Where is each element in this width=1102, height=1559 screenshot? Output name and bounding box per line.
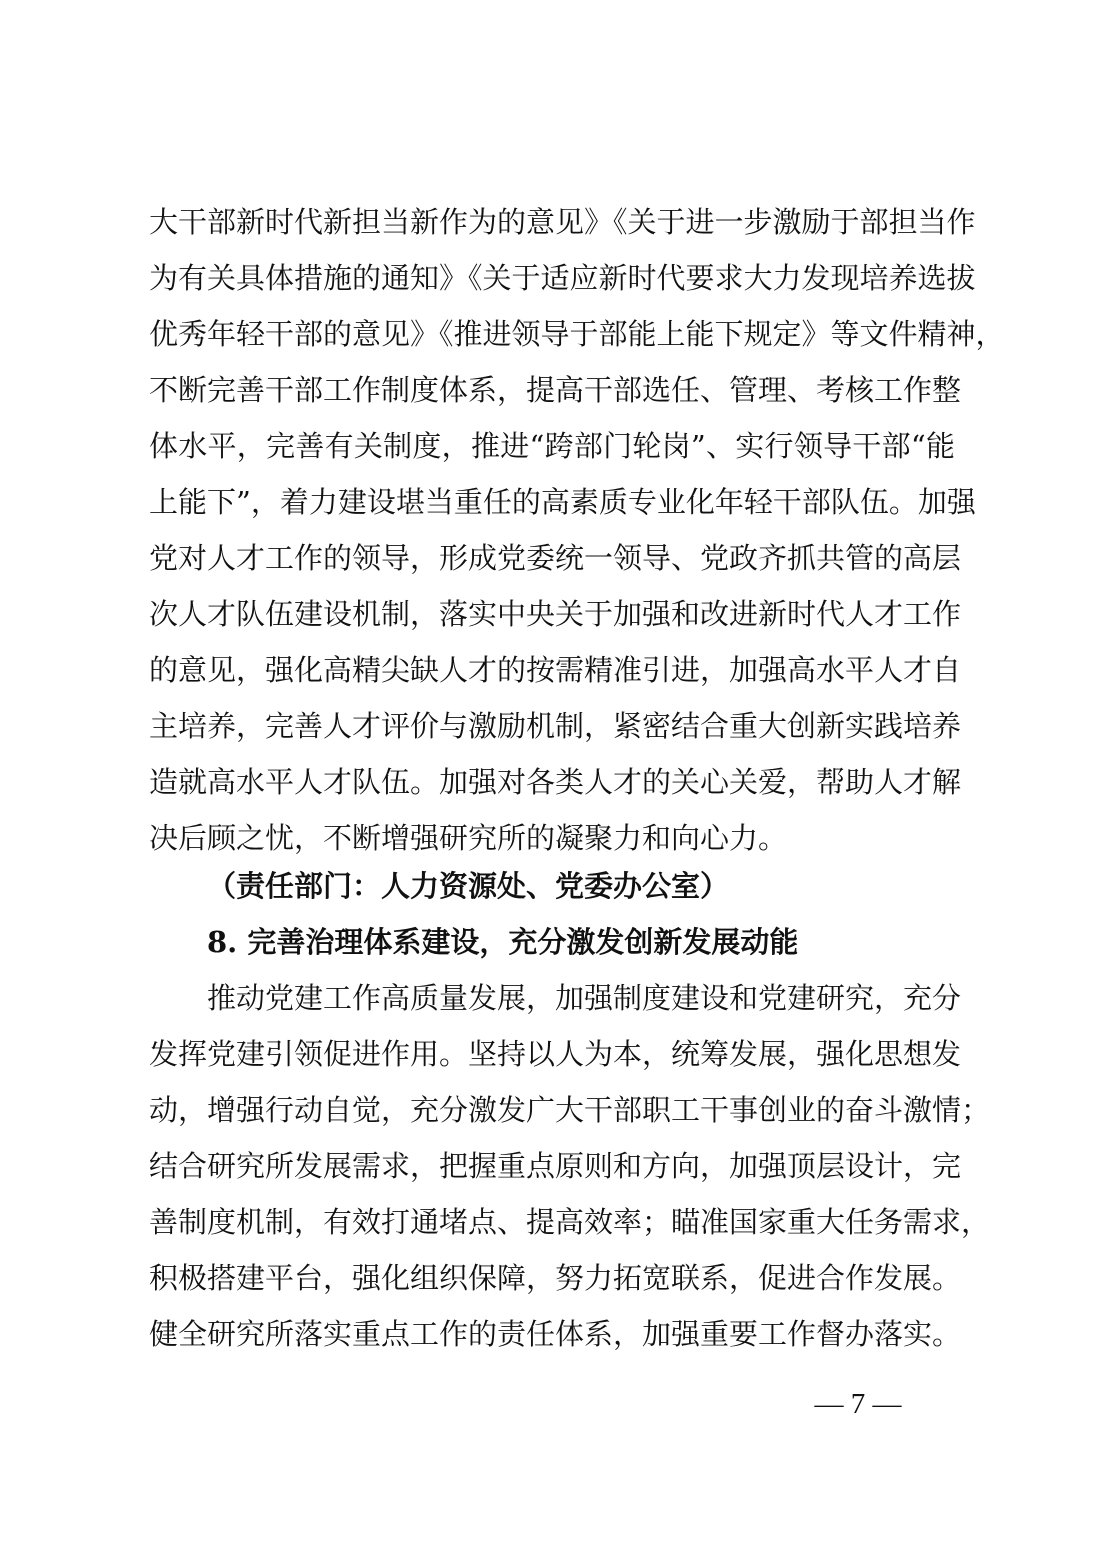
paragraph-line: 造就高水平人才队伍。加强对各类人才的关心关爱，帮助人才解 bbox=[149, 765, 962, 799]
section-heading: 8. 完善治理体系建设，充分激发创新发展动能 bbox=[207, 925, 799, 959]
paragraph-line: 的意见，强化高精尖缺人才的按需精准引进，加强高水平人才自 bbox=[149, 653, 962, 687]
paragraph-line: 党对人才工作的领导，形成党委统一领导、党政齐抓共管的高层 bbox=[149, 541, 962, 575]
paragraph-line: 决后顾之忧，不断增强研究所的凝聚力和向心力。 bbox=[149, 821, 788, 855]
paragraph-line: 推动党建工作高质量发展，加强制度建设和党建研究，充分 bbox=[207, 981, 962, 1015]
paragraph-line: 不断完善干部工作制度体系，提高干部选任、管理、考核工作整 bbox=[149, 373, 962, 407]
paragraph-line: 为有关具体措施的通知》《关于适应新时代要求大力发现培养选拔 bbox=[149, 261, 976, 295]
paragraph-line: 体水平，完善有关制度，推进“跨部门轮岗”、实行领导干部“能 bbox=[149, 429, 955, 463]
responsibility-department: （责任部门：人力资源处、党委办公室） bbox=[207, 869, 730, 903]
paragraph-line: 动，增强行动自觉，充分激发广大干部职工干事创业的奋斗激情； bbox=[149, 1093, 991, 1127]
paragraph-line: 优秀年轻干部的意见》《推进领导于部能上能下规定》等文件精神， bbox=[149, 317, 1005, 351]
paragraph-line: 发挥党建引领促进作用。坚持以人为本，统筹发展，强化思想发 bbox=[149, 1037, 962, 1071]
paragraph-line: 善制度机制，有效打通堵点、提高效率；瞄准国家重大任务需求， bbox=[149, 1205, 991, 1239]
paragraph-line: 上能下”，着力建设堪当重任的高素质专业化年轻干部队伍。加强 bbox=[149, 485, 976, 519]
page-number: — 7 — bbox=[814, 1388, 902, 1420]
paragraph-line: 次人才队伍建设机制，落实中央关于加强和改进新时代人才工作 bbox=[149, 597, 962, 631]
paragraph-line: 主培养，完善人才评价与激励机制，紧密结合重大创新实践培养 bbox=[149, 709, 962, 743]
paragraph-line: 健全研究所落实重点工作的责任体系，加强重要工作督办落实。 bbox=[149, 1317, 962, 1351]
paragraph-line: 积极搭建平台，强化组织保障，努力拓宽联系，促进合作发展。 bbox=[149, 1261, 962, 1295]
paragraph-line: 大干部新时代新担当新作为的意见》《关于进一步激励于部担当作 bbox=[149, 205, 976, 239]
paragraph-line: 结合研究所发展需求，把握重点原则和方向，加强顶层设计，完 bbox=[149, 1149, 962, 1183]
